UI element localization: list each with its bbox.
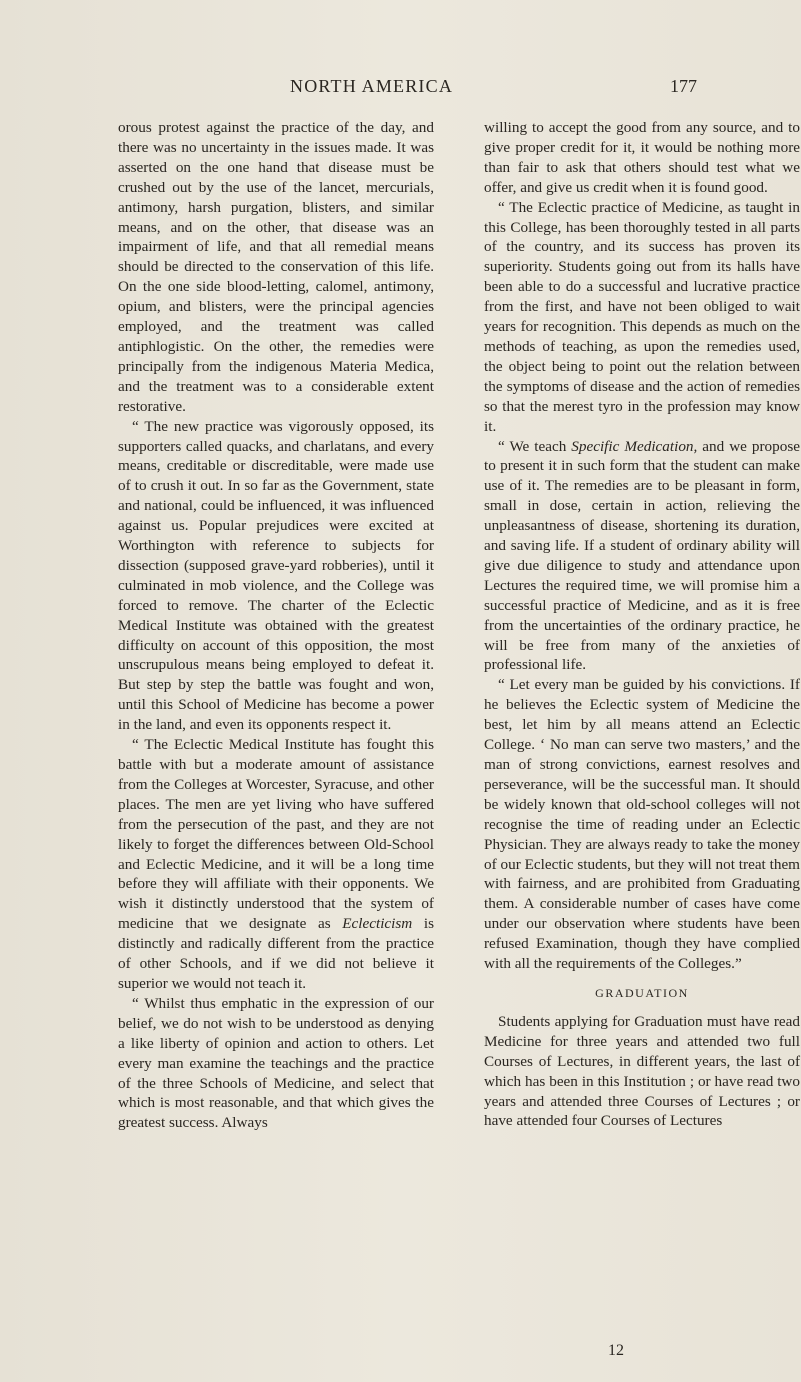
right-paragraph-3-text-b: and we propose to present it in such form that the student can make use of it. The remedies are to be pleasant in form, small in dose, certain in action, relieving the unpleasantness of disease, shortening its duration, and saving life. If a student of ordinary ability will give due diligence to study and attendance upon Lectures the required time, we will promise him a successful practice of Medicine, and as it is free from the uncertainties of the ordinary practice, he will be free from many of the anxieties of professional life. <box>484 437 800 674</box>
left-paragraph-4: “ Whilst thus emphatic in the expression of our belief, we do not wish to be understood as denying a like liberty of opinion and action to others. Let every man examine the teachings and the practice of the three Schools of Medicine, and select that which is most reasonable, and that which gives the greatest success. Always <box>118 994 434 1132</box>
left-paragraph-3-text-a: “ The Eclectic Medical Institute has fought this battle with but a moderate amount of assistance from the Colleges at Worcester, Syracuse, and other places. The men are yet living who have suffered from the persecution of the past, and they are not likely to forget the differences between Old-School and Eclectic Medicine, and it will be a long time before they will affiliate with their opponents. We wish it distinctly understood that the system of medicine that we designate as <box>118 736 434 933</box>
left-paragraph-3 <box>118 735 434 994</box>
right-paragraph-2: “ The Eclectic practice of Medicine, as taught in this College, has been thoroughly tested in all parts of the country, and its success has proven its superiority. Students going out from its halls have been able to do a successful and lucrative practice from the first, and have not been obliged to wait years for recognition. This depends as much on the methods of teaching, as upon the remedies used, the object being to point out the relation between the symptoms of disease and the action of remedies so that the merest tyro in the profession may know it. <box>484 198 800 435</box>
running-head-title: NORTH AMERICA <box>290 76 454 96</box>
section-heading-graduation: GRADUATION <box>595 985 689 1000</box>
right-paragraph-3-text-a: “ We teach <box>498 437 572 455</box>
right-paragraph-4: “ Let every man be guided by his convictions. If he believes the Eclectic system of Medicine the best, let him by all means attend an Eclectic College. ‘ No man can serve two masters,’ and the man of strong convictions, earnest resolves and perseverance, will be the successful man. It should be widely known that old-school colleges will not recognise the time of reading under an Eclectic Physician. They are always ready to take the money of our Eclectic students, but they will not treat them with fairness, and are prohibited from Graduating them. A considerable number of cases have come under our observation where students have been refused Examination, though they have complied with all the requirements of the Colleges.” <box>484 676 800 973</box>
right-paragraph-5: Students applying for Graduation must have read Medicine for three years and attended two full Courses of Lectures, in different years, the last of which has been in this Institution ; or have read two years and attended three Courses of Lectures ; or have attended four Courses of Lectures <box>484 1012 800 1130</box>
right-column <box>484 118 800 1131</box>
signature-mark: 12 <box>608 1342 624 1359</box>
running-head <box>0 76 801 106</box>
left-paragraph-3-emphasis: Eclecticism <box>342 915 413 933</box>
left-paragraph-2: “ The new practice was vigorously opposed, its supporters called quacks, and charlatans, and every means, creditable or discreditable, were made use of to crush it out. In so far as the Government, state and national, could be influenced, it was influenced against us. Popular prejudices were excited at Worthington with reference to subjects for dissection (supposed grave-yard robberies), until it culminated in mob violence, and the College was forced to remove. The charter of the Eclectic Medical Institute was obtained with the greatest difficulty on account of this opposition, the most unscrupulous means being employed to defeat it. But step by step the battle was fought and won, until this School of Medicine has become a power in the land, and even its opponents respect it. <box>118 417 434 734</box>
page-number: 177 <box>670 76 697 96</box>
left-paragraph-3-text-b: is distinctly and radically different from the practice of other Schools, and if we did not believe it superior we would not teach it. <box>118 915 434 992</box>
right-paragraph-3 <box>484 437 800 676</box>
right-paragraph-3-emphasis: Specific Medication, <box>571 437 698 455</box>
left-paragraph-1: orous protest against the practice of the day, and there was no uncertainty in the issues made. It was asserted on the one hand that disease must be crushed out by the use of the lancet, mercurials, antimony, harsh purgation, blisters, and similar means, and on the other, that disease was an impairment of life, and that all remedial means should be directed to the conservation of this life. On the one side blood-letting, calomel, antimony, opium, and blisters, were the principal agencies employed, and the treatment was called antiphlogistic. On the other, the remedies were principally from the indigenous Materia Medica, and the treatment was to a considerable extent restorative. <box>118 119 434 415</box>
left-column <box>118 118 434 1133</box>
right-paragraph-1: willing to accept the good from any source, and to give proper credit for it, it would be nothing more than fair to ask that others should test what we offer, and give us credit when it is found good. <box>484 119 800 196</box>
